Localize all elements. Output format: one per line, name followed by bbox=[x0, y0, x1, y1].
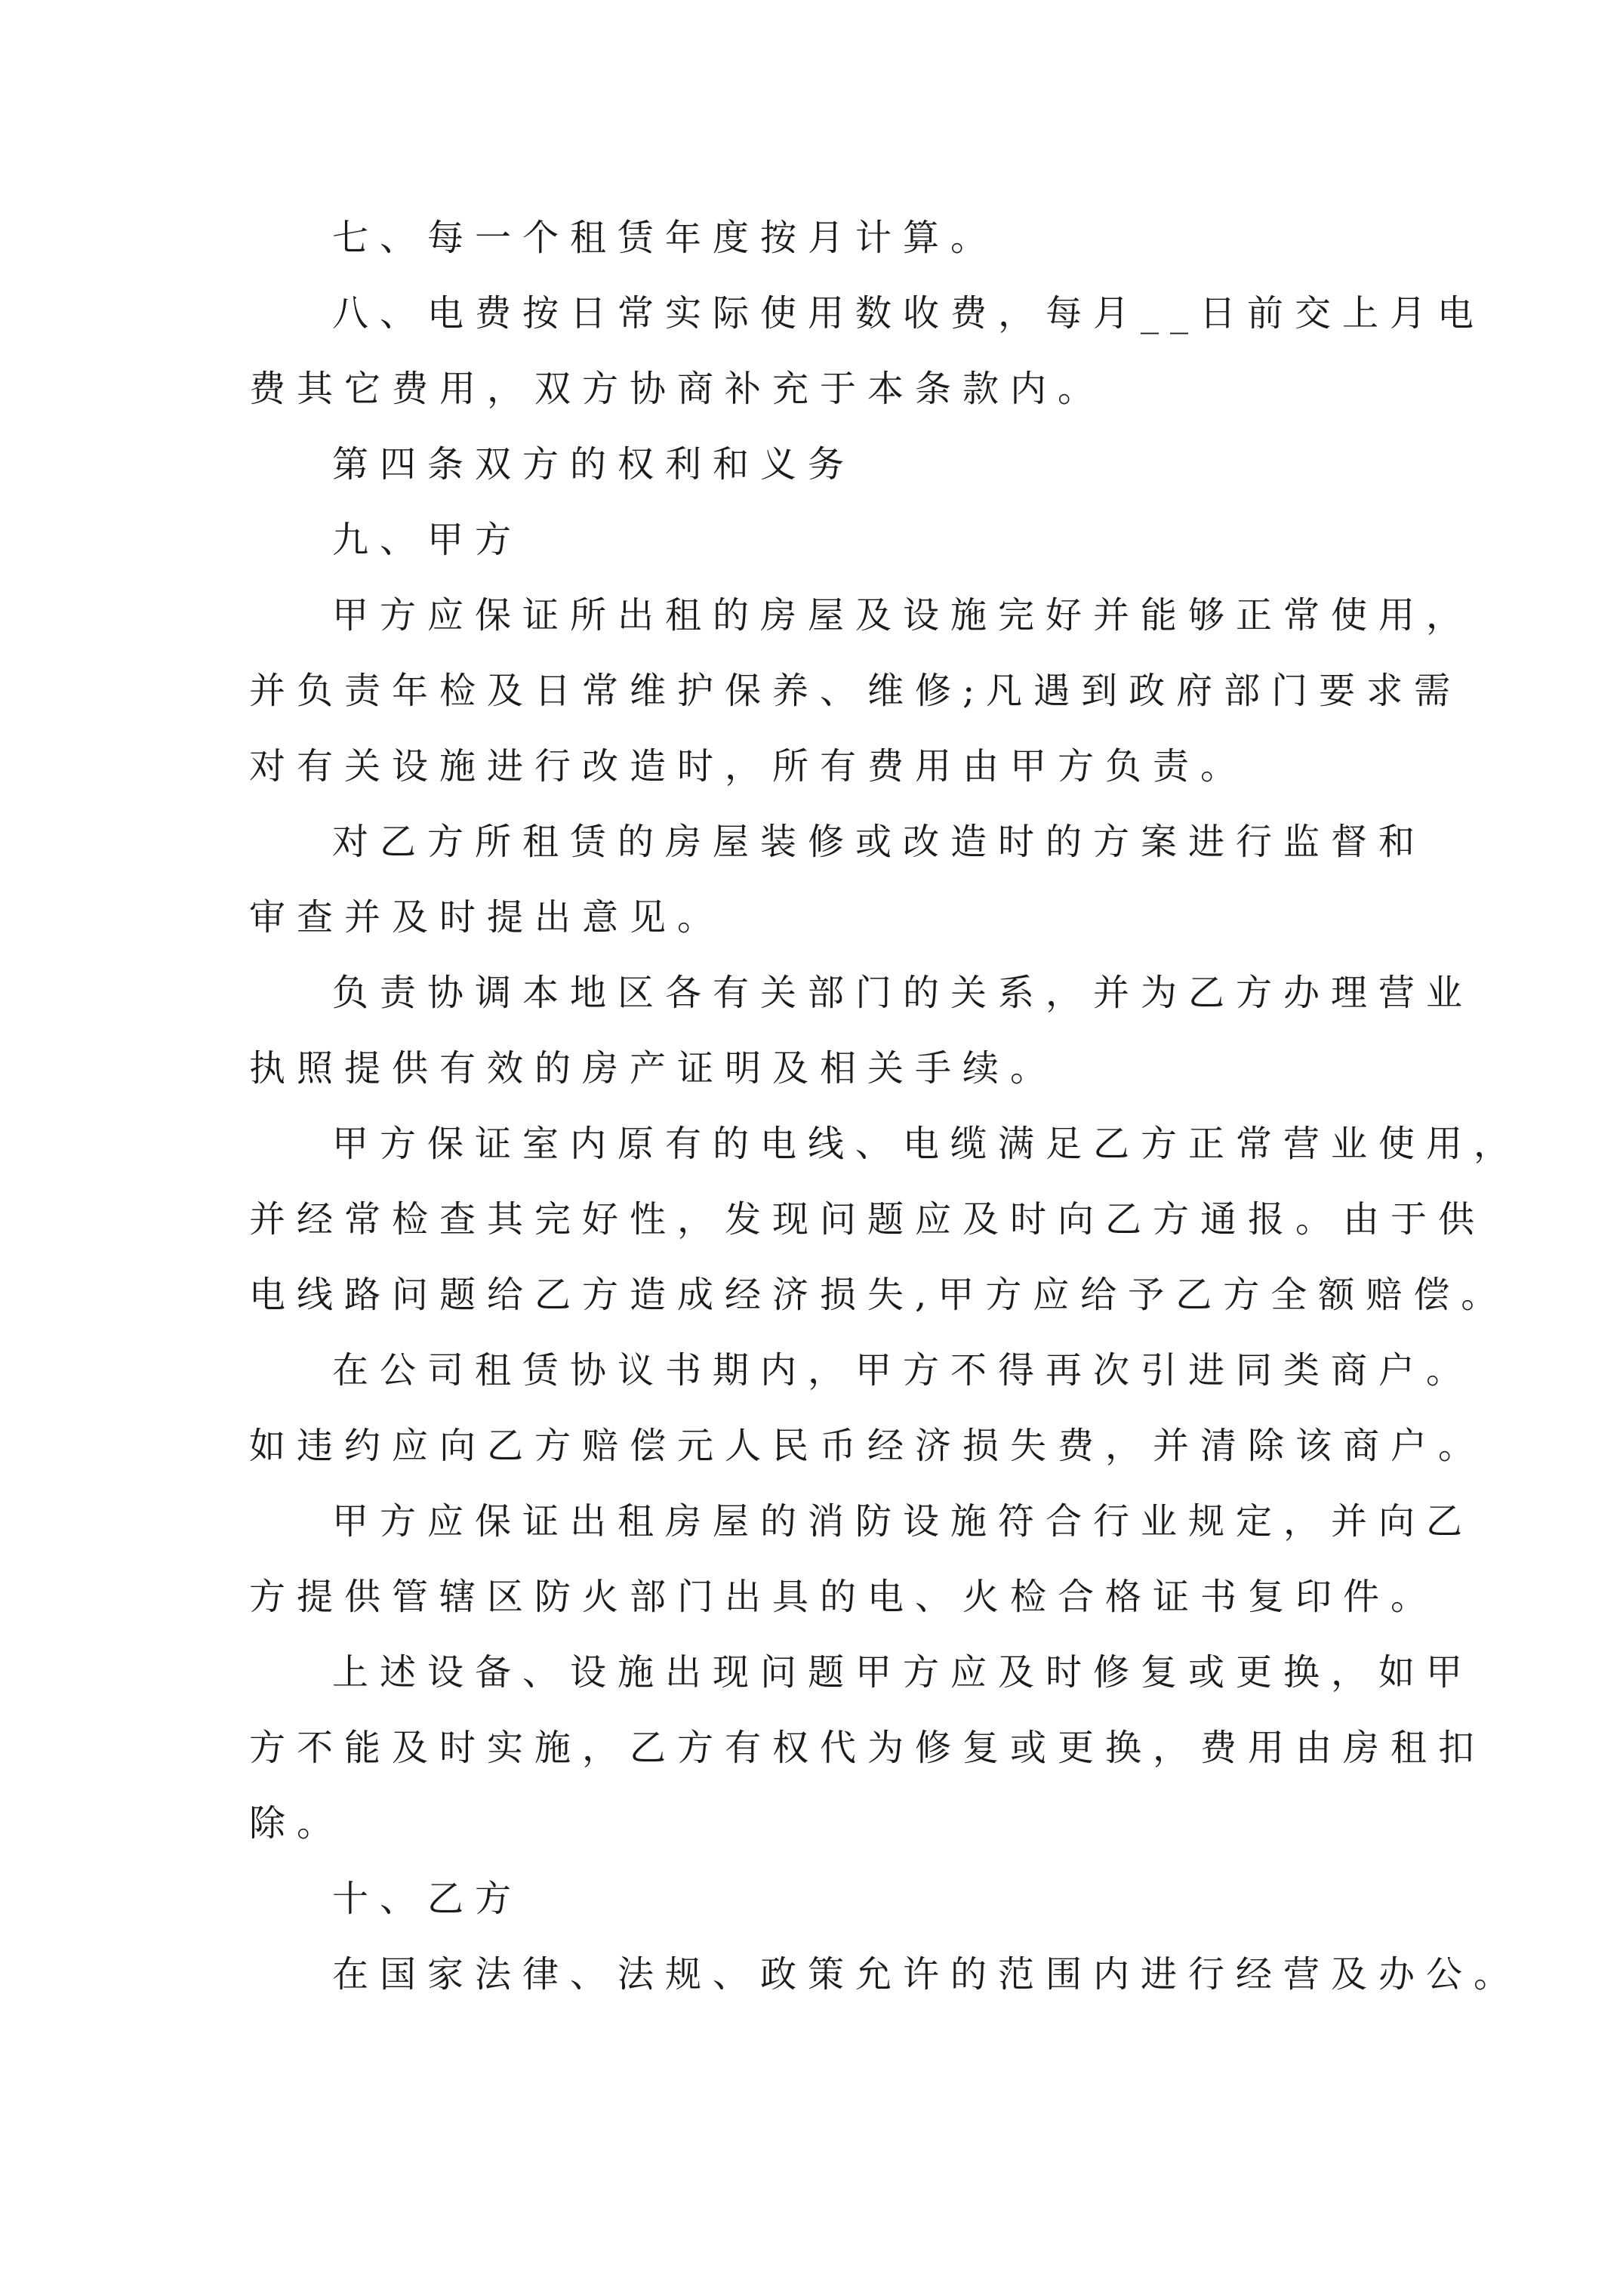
text-line: 在国家法律、法规、政策允许的范围内进行经营及办公。 bbox=[332, 1953, 1522, 1996]
text-line: 对有关设施进行改造时，所有费用由甲方负责。 bbox=[249, 745, 1249, 787]
text-line: 并经常检查其完好性，发现问题应及时向乙方通报。由于供 bbox=[249, 1198, 1486, 1240]
text-line: 方不能及时实施，乙方有权代为修复或更换，费用由房租扣 bbox=[249, 1727, 1486, 1769]
text-line: 电线路问题给乙方造成经济损失,甲方应给予乙方全额赔偿。 bbox=[249, 1274, 1509, 1316]
text-line: 上述设备、设施出现问题甲方应及时修复或更换，如甲 bbox=[332, 1651, 1474, 1693]
text-line: 八、电费按日常实际使用数收费，每月__日前交上月电 bbox=[332, 292, 1486, 334]
text-line: 在公司租赁协议书期内，甲方不得再次引进同类商户。 bbox=[332, 1349, 1474, 1391]
text-line: 费其它费用，双方协商补充于本条款内。 bbox=[249, 368, 1106, 410]
text-line: 审查并及时提出意见。 bbox=[249, 896, 725, 938]
text-line: 甲方应保证出租房屋的消防设施符合行业规定，并向乙 bbox=[332, 1500, 1474, 1542]
text-line: 除。 bbox=[249, 1802, 345, 1845]
clause-heading: 九、甲方 bbox=[332, 519, 523, 561]
text-line: 七、每一个租赁年度按月计算。 bbox=[332, 217, 999, 259]
text-line: 甲方应保证所出租的房屋及设施完好并能够正常使用， bbox=[332, 594, 1474, 636]
text-line: 方提供管辖区防火部门出具的电、火检合格证书复印件。 bbox=[249, 1576, 1439, 1618]
text-line: 执照提供有效的房产证明及相关手续。 bbox=[249, 1047, 1058, 1089]
clause-heading: 十、乙方 bbox=[332, 1878, 523, 1920]
text-line: 并负责年检及日常维护保养、维修;凡遇到政府部门要求需 bbox=[249, 670, 1462, 712]
text-line: 如违约应向乙方赔偿元人民币经济损失费，并清除该商户。 bbox=[249, 1425, 1486, 1467]
text-line: 负责协调本地区各有关部门的关系，并为乙方办理营业 bbox=[332, 972, 1474, 1014]
text-line: 对乙方所租赁的房屋装修或改造时的方案进行监督和 bbox=[332, 821, 1427, 863]
text-line: 甲方保证室内原有的电线、电缆满足乙方正常营业使用， bbox=[332, 1123, 1522, 1165]
section-heading: 第四条双方的权利和义务 bbox=[332, 443, 856, 485]
document-body bbox=[249, 200, 1522, 2012]
